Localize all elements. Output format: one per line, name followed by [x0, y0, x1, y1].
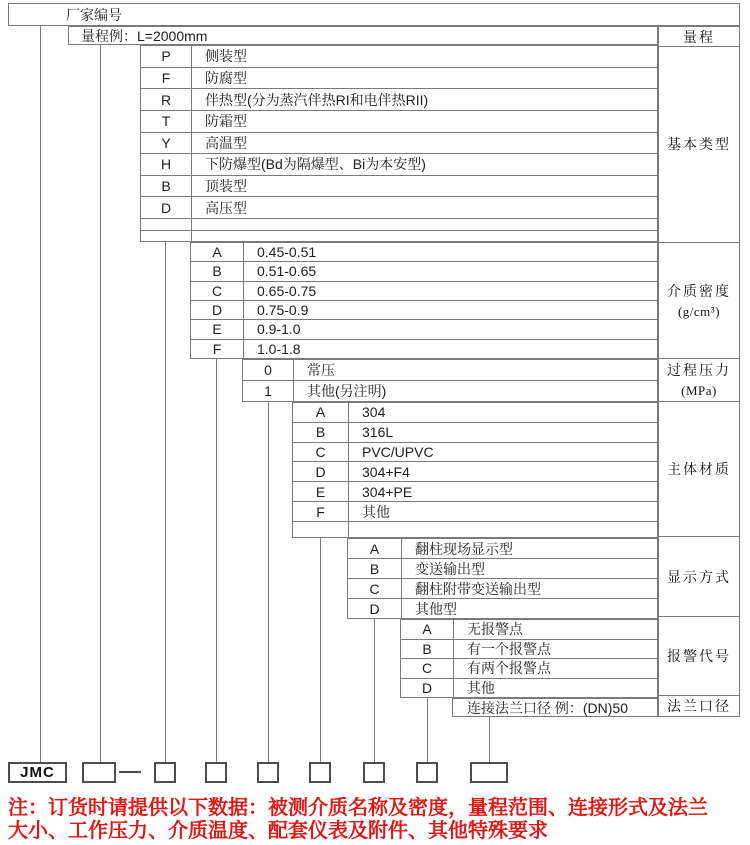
- density-code-box: [205, 762, 227, 783]
- row-desc: 有一个报警点: [467, 640, 551, 657]
- row-desc: 有两个报警点: [467, 660, 551, 677]
- category-label-column: [658, 26, 740, 717]
- row-desc: 顶装型: [205, 178, 247, 195]
- label-alarm-code: [659, 617, 739, 696]
- connector-line-pressure: [268, 402, 269, 762]
- row-desc: 高温型: [205, 134, 247, 151]
- row-desc: 下防爆型(Bd为隔爆型、Bi为本安型): [205, 156, 426, 173]
- label-text: 介质密度: [667, 284, 731, 300]
- label-unit: (MPa): [681, 383, 717, 399]
- pressure-code-box: [257, 762, 279, 783]
- table-row: [293, 403, 657, 423]
- table-row: [293, 423, 657, 443]
- row-code: B: [191, 262, 244, 280]
- row-code: A: [293, 403, 349, 422]
- row-desc: 0.65-0.75: [257, 282, 317, 299]
- table-row: [191, 243, 657, 262]
- row-desc: 304: [362, 404, 386, 421]
- row-desc: 其他: [362, 503, 390, 520]
- model-code-label: JMC: [20, 764, 55, 781]
- note-line-1: 注：订货时请提供以下数据：被测介质名称及密度，量程范围、连接形式及法兰: [8, 797, 708, 819]
- connector-line-range: [100, 45, 101, 762]
- row-code: D: [141, 197, 192, 218]
- row-desc: 304+PE: [362, 483, 413, 500]
- label-text: 报警代号: [667, 650, 731, 666]
- row-desc: 防腐型: [205, 69, 247, 86]
- pressure-table: [242, 359, 658, 402]
- label-text: 法兰口径: [667, 699, 731, 715]
- label-pressure: [659, 359, 739, 402]
- flange-code-box: [470, 762, 508, 783]
- material-table: [292, 402, 658, 538]
- row-desc: 高压型: [205, 199, 247, 216]
- table-row: [141, 133, 657, 155]
- row-desc: 其他型: [415, 600, 457, 617]
- row-code: [141, 219, 192, 230]
- table-row: [141, 89, 657, 111]
- table-row: [141, 46, 657, 68]
- table-row: [141, 176, 657, 198]
- table-row: [141, 111, 657, 133]
- connector-line-flange: [489, 717, 490, 762]
- table-row: [401, 640, 657, 660]
- row-code: P: [141, 46, 192, 67]
- row-code: 1: [243, 381, 294, 401]
- label-text: 显示方式: [667, 570, 731, 586]
- table-row: [141, 68, 657, 90]
- row-code: F: [293, 502, 349, 521]
- table-row: [401, 620, 657, 640]
- model-code-box: [8, 762, 67, 783]
- label-unit: (g/cm³): [677, 303, 721, 319]
- label-material: [659, 402, 739, 537]
- row-desc: 0.9-1.0: [257, 321, 301, 338]
- display-code-box: [363, 762, 385, 783]
- label-text: 主体材质: [667, 462, 731, 478]
- row-code: Y: [141, 133, 192, 154]
- label-density: [659, 243, 739, 359]
- row-desc: PVC/UPVC: [362, 444, 434, 461]
- row-code: E: [191, 320, 244, 338]
- row-desc: [192, 219, 657, 230]
- table-row: [348, 539, 657, 559]
- table-row: [141, 197, 657, 219]
- row-desc: 翻柱现场显示型: [415, 540, 513, 557]
- row-code: A: [348, 539, 402, 558]
- table-row: [141, 154, 657, 176]
- row-code: A: [401, 620, 454, 639]
- row-desc: 侧装型: [205, 48, 247, 65]
- manufacturer-code-row: [8, 3, 740, 26]
- row-code: R: [141, 89, 192, 110]
- flange-example-label: 连接法兰口径 例：(DN)50: [467, 699, 629, 716]
- ordering-note: [8, 797, 748, 843]
- row-code: B: [293, 423, 349, 442]
- row-desc: 伴热型(分为蒸汽伴热RI和电伴热RII): [205, 91, 429, 108]
- flange-row: [452, 698, 658, 717]
- row-desc: 316L: [362, 424, 394, 441]
- manufacturer-code-label: 厂家编号: [66, 6, 122, 23]
- row-desc: 0.45-0.51: [257, 244, 317, 261]
- connector-line-display: [374, 619, 375, 762]
- display-mode-table: [347, 538, 658, 619]
- row-code: A: [191, 243, 244, 261]
- table-row: [191, 340, 657, 358]
- table-row: [293, 462, 657, 482]
- row-desc: 304+F4: [362, 463, 410, 480]
- range-code-box: [82, 762, 116, 783]
- row-desc: 0.51-0.65: [257, 263, 317, 280]
- row-code: D: [348, 599, 402, 618]
- row-code: F: [191, 340, 244, 358]
- row-desc: 变送输出型: [415, 560, 485, 577]
- row-code: 0: [243, 360, 294, 380]
- row-code: C: [348, 579, 402, 598]
- table-row: [293, 443, 657, 463]
- row-code: F: [141, 68, 192, 89]
- table-row: [293, 482, 657, 502]
- label-text: 量程: [683, 30, 715, 46]
- basic-type-table: [140, 45, 658, 242]
- connector-line-manufacturer: [40, 26, 41, 762]
- label-basic-type: [659, 47, 739, 243]
- row-code: [141, 231, 192, 241]
- row-desc: 无报警点: [467, 621, 523, 638]
- table-row: [348, 579, 657, 599]
- row-code: C: [401, 659, 454, 678]
- row-desc: 防霜型: [205, 113, 247, 130]
- table-row: [243, 381, 657, 401]
- label-text: 基本类型: [667, 138, 731, 154]
- range-example-label: 量程例：L=2000mm: [81, 27, 208, 44]
- row-code: C: [191, 282, 244, 300]
- connector-line-density: [216, 359, 217, 762]
- label-flange-size: [659, 696, 739, 716]
- material-code-box: [309, 762, 331, 783]
- empty-row: [141, 231, 657, 241]
- alarm-table: [400, 619, 658, 698]
- table-row: [401, 659, 657, 679]
- row-desc: [192, 231, 657, 241]
- table-row: [191, 301, 657, 320]
- table-row: [191, 320, 657, 339]
- row-desc: 其他(另注明): [307, 383, 387, 399]
- row-desc: 翻柱附带变送输出型: [415, 580, 541, 597]
- density-table: [190, 242, 658, 359]
- alarm-code-box: [416, 762, 438, 783]
- table-row: [293, 502, 657, 522]
- row-code: B: [401, 640, 454, 659]
- note-line-2: 大小、工作压力、介质温度、配套仪表及附件、其他特殊要求: [8, 820, 548, 842]
- row-code: C: [293, 443, 349, 462]
- label-display-mode: [659, 537, 739, 618]
- table-row: [401, 679, 657, 698]
- row-code: E: [293, 482, 349, 501]
- table-row: [191, 262, 657, 281]
- label-text: 过程压力: [667, 364, 731, 380]
- basic-type-code-box: [154, 762, 176, 783]
- label-range: [659, 27, 739, 47]
- table-row: [191, 282, 657, 301]
- row-desc: [349, 522, 657, 537]
- empty-row: [293, 522, 657, 537]
- row-code: T: [141, 111, 192, 132]
- row-code: B: [141, 176, 192, 197]
- range-example-row: [68, 26, 658, 45]
- connector-line-material: [320, 538, 321, 762]
- row-desc: 其他: [467, 679, 495, 696]
- row-code: B: [348, 559, 402, 578]
- row-code: D: [191, 301, 244, 319]
- connector-line-alarm: [427, 698, 428, 762]
- dash-separator: [119, 771, 141, 773]
- table-row: [348, 599, 657, 618]
- table-row: [348, 559, 657, 579]
- table-row: [243, 360, 657, 381]
- row-code: D: [293, 462, 349, 481]
- empty-row: [141, 219, 657, 231]
- row-desc: 0.75-0.9: [257, 302, 309, 319]
- row-desc: 常压: [307, 362, 335, 378]
- row-code: D: [401, 679, 454, 698]
- connector-line-basic-type: [165, 242, 166, 762]
- row-desc: 1.0-1.8: [257, 340, 301, 357]
- row-code: [293, 522, 349, 537]
- row-code: H: [141, 154, 192, 175]
